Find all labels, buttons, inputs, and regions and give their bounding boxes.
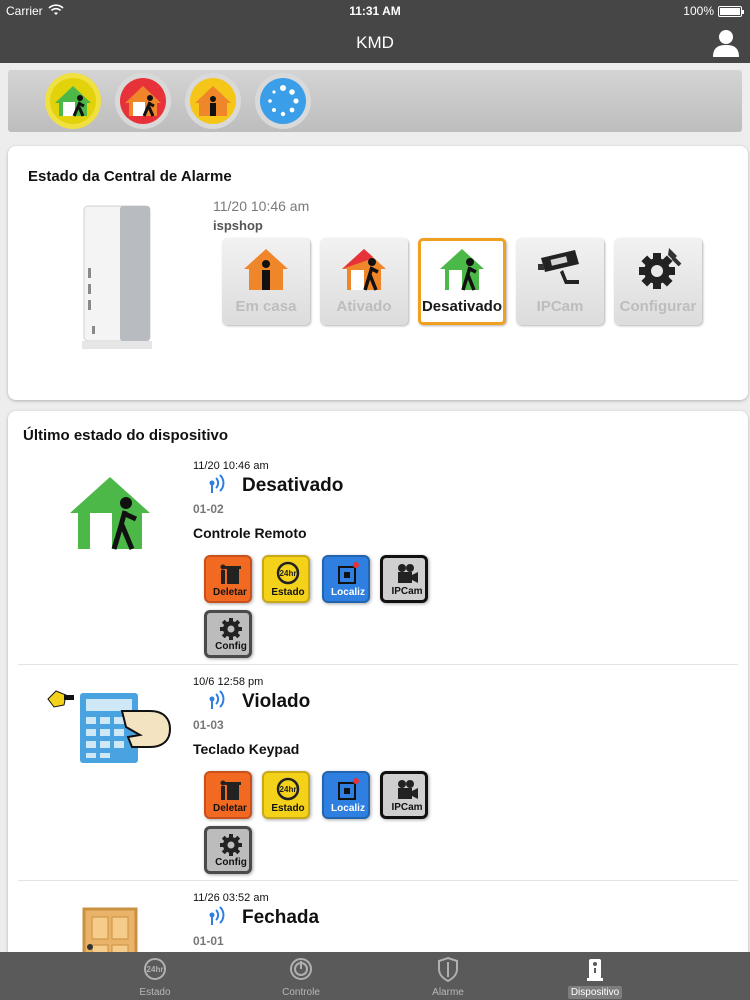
device-zone: 01-02 (193, 502, 224, 516)
locate-icon (336, 777, 360, 801)
alarm-last-update: 11/20 10:46 am (213, 198, 310, 214)
arm-label: Ativado (336, 298, 392, 315)
device-state: Violado (242, 691, 311, 712)
device-state: Desativado (242, 475, 344, 496)
security-camera-icon (535, 244, 585, 294)
svg-text:24hr: 24hr (279, 785, 297, 794)
video-camera-icon (395, 562, 419, 586)
house-walking-icon (68, 473, 152, 553)
home-mode-button[interactable] (222, 238, 310, 325)
page-title: KMD (356, 33, 394, 52)
gear-icon (219, 617, 243, 641)
clock-24hr-icon (276, 561, 300, 585)
disarm-button[interactable] (418, 238, 506, 325)
user-icon (710, 26, 742, 58)
tab-estado[interactable]: 24hr Estado (95, 952, 215, 1000)
gear-icon (219, 833, 243, 857)
arm-button[interactable] (320, 238, 408, 325)
mode-disarmed-button[interactable] (44, 72, 102, 130)
device-status-button[interactable]: 24hr Estado (262, 555, 310, 603)
user-profile-button[interactable] (710, 26, 742, 58)
house-walking-icon (114, 72, 172, 130)
video-camera-icon (395, 778, 419, 802)
ipcam-label: IPCam (536, 298, 584, 315)
device-timestamp: 11/20 10:46 am (193, 460, 269, 472)
alarm-panel-device-image (80, 198, 160, 353)
alarm-account-name: ispshop (213, 218, 263, 233)
house-walking-icon (437, 244, 487, 294)
status-bar (0, 0, 750, 22)
home-mode-label: Em casa (235, 298, 297, 315)
device-status-card (8, 411, 748, 971)
clock-24hr-icon (143, 956, 167, 982)
devices-card-title: Último estado do dispositivo (23, 427, 229, 444)
configure-button[interactable] (614, 238, 702, 325)
alarm-card-title: Estado da Central de Alarme (28, 168, 232, 185)
mode-armed-button[interactable] (114, 72, 172, 130)
house-person-icon (184, 72, 242, 130)
mode-selector-strip (8, 70, 742, 132)
row-divider (18, 664, 738, 665)
house-walking-icon (44, 72, 102, 130)
device-timestamp: 11/26 03:52 am (193, 892, 269, 904)
wireless-signal-icon (206, 904, 228, 926)
locate-icon (336, 561, 360, 585)
device-row[interactable] (18, 671, 738, 887)
device-zone: 01-01 (193, 934, 224, 948)
disarm-label: Desativado (421, 298, 503, 315)
house-person-icon (241, 244, 291, 294)
device-state: Fechada (242, 907, 320, 928)
trash-person-icon (218, 777, 242, 801)
shield-icon (436, 956, 460, 982)
tab-alarme[interactable]: Alarme (388, 952, 508, 1000)
svg-text:24hr: 24hr (279, 569, 297, 578)
house-walking-icon (339, 244, 389, 294)
device-name: Teclado Keypad (193, 741, 300, 757)
row-divider (18, 880, 738, 881)
device-timestamp: 10/6 12:58 pm (193, 676, 264, 688)
delete-device-button[interactable]: Deletar (204, 555, 252, 603)
svg-text:24hr: 24hr (146, 965, 164, 974)
wireless-signal-icon (206, 688, 228, 710)
delete-device-button[interactable]: Deletar (204, 771, 252, 819)
trash-person-icon (218, 561, 242, 585)
mode-loading-button[interactable] (254, 72, 312, 130)
keypad-hand-icon (46, 685, 172, 765)
locate-device-button[interactable]: Localiz (322, 771, 370, 819)
device-config-button[interactable]: Config (204, 610, 252, 658)
device-ipcam-button[interactable]: IPCam (380, 771, 428, 819)
device-zone: 01-03 (193, 718, 224, 732)
device-ipcam-button[interactable]: IPCam (380, 555, 428, 603)
power-icon (289, 956, 313, 982)
locate-device-button[interactable]: Localiz (322, 555, 370, 603)
device-name: Controle Remoto (193, 525, 307, 541)
sensor-device-icon (583, 956, 607, 982)
mode-home-button[interactable] (184, 72, 242, 130)
battery-percent: 100% (683, 4, 714, 18)
carrier-label: Carrier (6, 4, 43, 18)
configure-label: Configurar (619, 298, 697, 315)
tab-controle[interactable]: Controle (241, 952, 361, 1000)
loading-spinner-icon (254, 72, 312, 130)
clock: 11:31 AM (349, 4, 401, 18)
alarm-status-card (8, 146, 748, 400)
gear-wrench-icon (633, 244, 683, 294)
ipcam-button[interactable] (516, 238, 604, 325)
wireless-signal-icon (206, 472, 228, 494)
battery-icon (718, 6, 742, 17)
tab-dispositivo[interactable]: Dispositivo (535, 952, 655, 1000)
navigation-bar (0, 22, 750, 63)
device-status-button[interactable]: 24hr Estado (262, 771, 310, 819)
device-row[interactable] (18, 455, 738, 671)
tab-bar (0, 952, 750, 1000)
device-config-button[interactable]: Config (204, 826, 252, 874)
clock-24hr-icon (276, 777, 300, 801)
